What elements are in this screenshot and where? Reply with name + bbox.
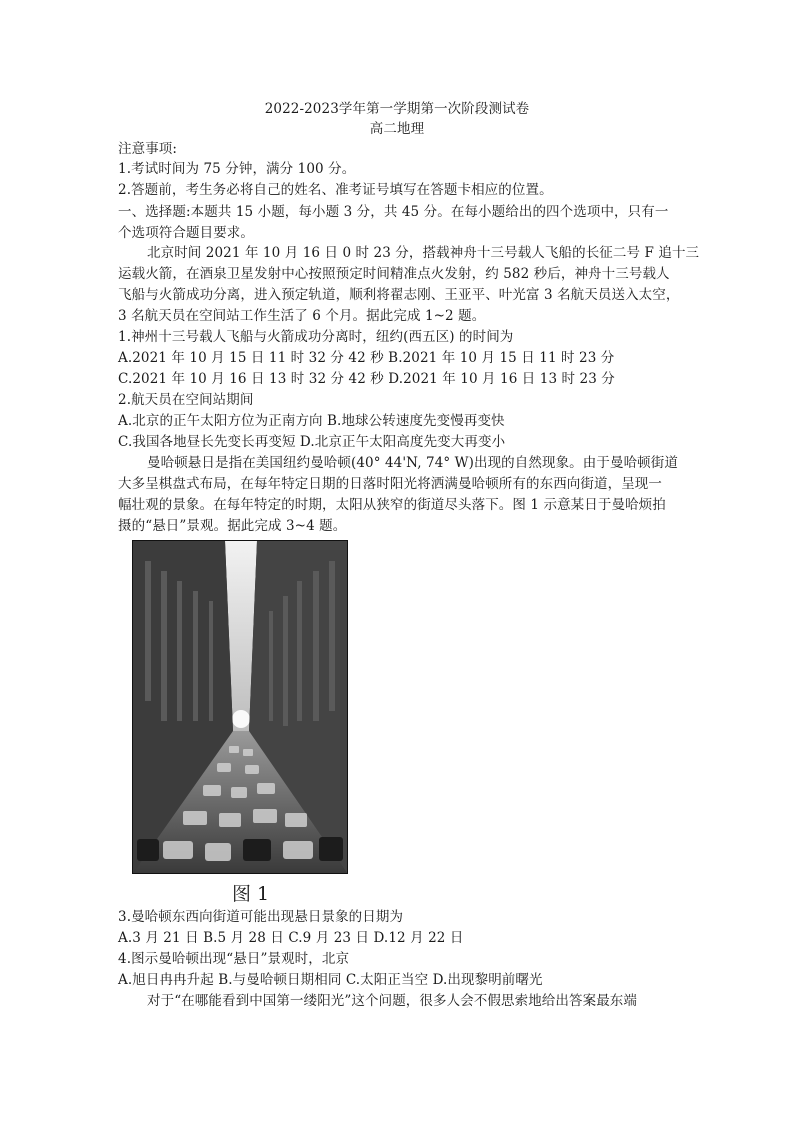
notes-heading: 注意事项: bbox=[118, 141, 178, 157]
passage-line: 大多呈棋盘式布局，在每年特定日期的日落时阳光将洒满曼哈顿所有的东西向街道，呈现一 bbox=[118, 476, 662, 492]
passage-line: 摄的“悬日”景观。据此完成 3~4 题。 bbox=[118, 518, 347, 534]
section-heading: 一、选择题:本题共 15 小题，每小题 3 分，共 45 分。在每小题给出的四个选项中，只有一 bbox=[118, 204, 669, 220]
question-stem: 1.神州十三号载人飞船与火箭成功分离时，纽约(西五区) 的时间为 bbox=[118, 329, 514, 345]
passage-line: 曼哈顿悬日是指在美国纽约曼哈顿(40° 44'N, 74° W)出现的自然现象。由于曼哈顿街道 bbox=[147, 455, 678, 471]
question-options: C.2021 年 10 月 16 日 13 时 32 分 42 秒 D.2021 年 10 月 16 日 13 时 23 分 bbox=[118, 371, 615, 387]
manhattanhenge-photo bbox=[132, 540, 348, 874]
question-options: A.旭日冉冉升起 B.与曼哈顿日期相同 C.太阳正当空 D.出现黎明前曙光 bbox=[118, 972, 543, 988]
note-item: 2.答题前，考生务必将自己的姓名、准考证号填写在答题卡相应的位置。 bbox=[118, 182, 553, 198]
passage-line: 幅壮观的景象。在每年特定的时期，太阳从狭窄的街道尽头落下。图 1 示意某日于曼哈烦拍 bbox=[118, 497, 666, 513]
passage-line: 3 名航天员在空间站工作生活了 6 个月。据此完成 1~2 题。 bbox=[118, 308, 486, 324]
exam-title: 2022-2023学年第一学期第一次阶段测试卷 bbox=[264, 101, 530, 117]
manhattanhenge-street-photo-icon bbox=[133, 541, 347, 873]
passage-line: 飞船与火箭成功分离，进入预定轨道，顺利将翟志刚、王亚平、叶光富 3 名航天员送入太空， bbox=[118, 287, 680, 303]
section-heading: 个选项符合题目要求。 bbox=[118, 225, 254, 241]
note-item: 1.考试时间为 75 分钟，满分 100 分。 bbox=[118, 161, 356, 177]
passage-line: 运载火箭，在酒泉卫星发射中心按照预定时间精准点火发射，约 582 秒后，神舟十三号载人 bbox=[118, 266, 670, 282]
question-options: A.北京的正午太阳方位为正南方向 B.地球公转速度先变慢再变快 bbox=[118, 413, 505, 429]
question-options: A.3 月 21 日 B.5 月 28 日 C.9 月 23 日 D.12 月 22 日 bbox=[118, 930, 464, 946]
figure-caption: 图 1 bbox=[232, 883, 270, 905]
question-options: C.我国各地昼长先变长再变短 D.北京正午太阳高度先变大再变小 bbox=[118, 434, 506, 450]
question-options: A.2021 年 10 月 15 日 11 时 32 分 42 秒 B.2021 年 10 月 15 日 11 时 23 分 bbox=[118, 350, 615, 366]
question-stem: 2.航天员在空间站期间 bbox=[118, 392, 254, 408]
passage-line: 对于“在哪能看到中国第一缕阳光”这个问题，很多人会不假思索地给出答案最东端 bbox=[147, 993, 638, 1009]
question-stem: 3.曼哈顿东西向街道可能出现悬日景象的日期为 bbox=[118, 909, 404, 925]
passage-line: 北京时间 2021 年 10 月 16 日 0 时 23 分，搭载神舟十三号载人飞船的长征二号 F 追十三 bbox=[147, 245, 700, 261]
question-stem: 4.图示曼哈顿出现“悬日”景观时，北京 bbox=[118, 951, 350, 967]
exam-subject: 高二地理 bbox=[369, 121, 425, 137]
